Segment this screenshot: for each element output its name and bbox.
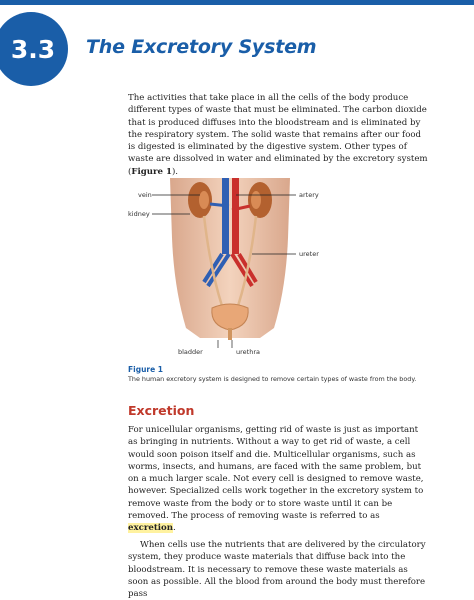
key-term-excretion: excretion xyxy=(128,523,174,534)
label-bladder: bladder xyxy=(178,348,203,356)
excretory-system-figure xyxy=(124,178,424,362)
excretion-text: For unicellular organisms, getting rid of waste is just as important as bringing in nutrients. Without a way to get rid of waste, a cell would soon poison itself and die. Multicellular organisms, such as worms, insects, and humans, are faced with the same problem, but on a much larger scale. Not every cell is designed to remove waste, however. Specialized cells work together in the excretory system to remove waste from the body or to store waste until it can be removed. The process of removing waste is referred to as xyxy=(128,425,424,522)
label-artery: artery xyxy=(299,191,319,199)
label-urethra: urethra xyxy=(236,348,260,356)
aorta xyxy=(232,178,239,254)
excretion-heading: Excretion xyxy=(128,403,195,418)
intro-text: The activities that take place in all the cells of the body produce different types of waste that must be eliminated. The carbon dioxide that is produced diffuses into the bloodstream and is eliminated by the respiratory system. The solid waste that remains after our food is digested is eliminated by the digestive system. Other types of waste are dissolved in water and eliminated by the excretory system ( xyxy=(128,93,428,177)
excretory-diagram xyxy=(124,178,424,362)
top-accent-bar xyxy=(0,0,474,5)
intro-paragraph xyxy=(128,92,428,178)
urethra xyxy=(228,328,232,340)
excretion-end: . xyxy=(173,523,176,534)
excretion-paragraph-1 xyxy=(128,424,428,535)
figure-reference: Figure 1 xyxy=(131,166,172,177)
label-ureter: ureter xyxy=(299,250,319,258)
section-title: The Excretory System xyxy=(86,36,317,58)
section-number: 3.3 xyxy=(10,34,56,64)
intro-end: ). xyxy=(171,166,179,177)
figure-caption: The human excretory system is designed to remove certain types of waste from the body. xyxy=(128,375,417,383)
vena-cava xyxy=(222,178,229,254)
label-kidney: kidney xyxy=(128,210,150,218)
excretion-paragraph-2: When cells use the nutrients that are delivered by the circulatory system, they produce waste materials that diffuse back into the bloodstream. It is necessary to remove these waste materials as soon as possible. All the blood from around the body must therefore pass xyxy=(128,540,426,600)
figure-caption-title: Figure 1 xyxy=(128,365,164,374)
label-vein: vein xyxy=(138,191,152,199)
section-number-badge xyxy=(0,12,68,86)
